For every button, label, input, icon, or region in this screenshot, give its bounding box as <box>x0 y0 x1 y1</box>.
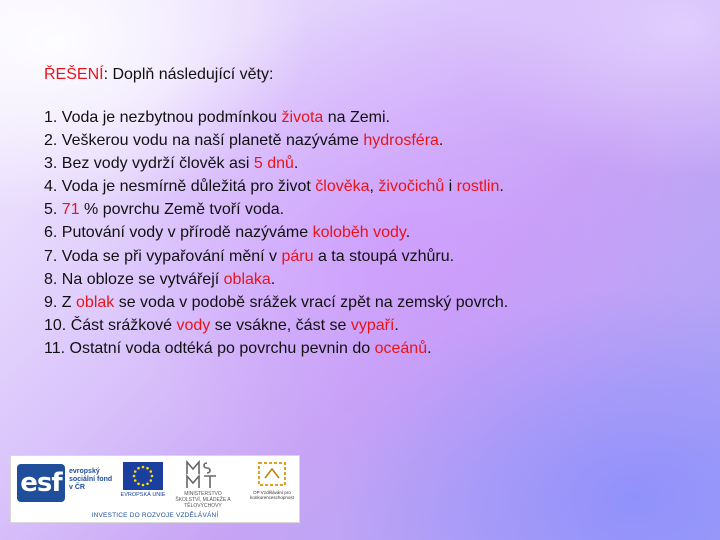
op-logo <box>249 460 295 504</box>
sentence-item <box>44 337 684 360</box>
answer-text: 71 <box>61 201 80 219</box>
heading-text: : Doplň následující věty: <box>103 66 274 83</box>
sentence-text: . <box>438 132 444 150</box>
sentence-list <box>44 106 684 360</box>
heading-highlight: ŘEŠENÍ <box>44 66 104 83</box>
sentence-item <box>44 245 684 268</box>
answer-text: živočichů <box>378 178 445 196</box>
sentence-text: % povrchu Země tvoří voda. <box>79 201 285 219</box>
sentence-text: 11. Ostatní voda odtéká po povrchu pevnin do <box>44 339 375 357</box>
sentence-text: 10. Část srážkové <box>44 316 177 334</box>
sentence-text: 9. Z <box>44 293 77 311</box>
sentence-text: 1. Voda je nezbytnou podmínkou <box>44 109 282 126</box>
answer-text: oblaka <box>223 270 271 288</box>
sentence-item <box>44 268 684 291</box>
sentence-item <box>44 175 684 198</box>
sentence-text: 3. Bez vody vydrží člověk asi <box>44 155 254 173</box>
answer-text: člověka <box>315 178 370 196</box>
sentence-text: . <box>293 155 299 173</box>
eu-caption: EVROPSKÁ UNIE <box>120 492 166 498</box>
sentence-text: . <box>427 339 432 357</box>
sentence-item <box>44 152 684 175</box>
sentence-item <box>44 198 684 221</box>
sentence-item <box>44 221 684 244</box>
sentence-text: . <box>499 178 504 196</box>
sentence-text: 8. Na obloze se vytvářejí <box>44 270 224 288</box>
sentence-item <box>44 291 684 314</box>
sentence-text: 7. Voda se při vypařování mění v <box>44 247 282 265</box>
msmt-logo <box>173 460 233 509</box>
sentence-text: 6. Putování vody v přírodě nazýváme <box>44 224 313 242</box>
sentence-text: . <box>394 316 399 334</box>
sentence-item <box>44 129 684 152</box>
sentence-item <box>44 106 684 129</box>
strip-caption: INVESTICE DO ROZVOJE VZDĚLÁVÁNÍ <box>91 512 219 519</box>
sentence-text: na Zemi. <box>323 109 390 126</box>
answer-text: oceánů <box>374 339 428 357</box>
answer-text: rostlin <box>456 178 500 196</box>
esf-logo <box>17 460 115 504</box>
answer-text: vypaří <box>350 316 395 334</box>
eu-logo <box>119 460 167 504</box>
sentence-text: . <box>405 224 411 242</box>
sentence-text: . <box>270 270 276 288</box>
sentence-text: a ta stoupá vzhůru. <box>313 247 455 265</box>
answer-text: 5 dnů <box>253 155 294 173</box>
eu-flag-icon <box>123 462 163 490</box>
sentence-text: se voda v podobě srážek vrací zpět na zemský povrch. <box>114 293 509 311</box>
sentence-text: i <box>444 178 457 196</box>
logo-strip <box>10 455 300 523</box>
esf-mark: esf <box>17 464 65 502</box>
answer-text: hydrosféra <box>363 132 439 150</box>
op-mark-icon <box>255 460 289 488</box>
sentence-text: 4. Voda je nesmírně důležitá pro život <box>44 178 316 196</box>
answer-text: vody <box>176 316 211 334</box>
op-caption: OP Vzdělávání pro konkurenceschopnost <box>250 490 294 500</box>
sentence-item <box>44 314 684 337</box>
slide-text <box>44 63 684 360</box>
answer-text: oblak <box>76 293 115 311</box>
answer-text: koloběh vody <box>312 224 406 242</box>
sentence-text: 2. Veškerou vodu na naší planetě nazýváme <box>44 132 364 150</box>
esf-caption: evropský sociální fond v ČR <box>69 468 113 491</box>
sentence-text: 5. <box>44 201 62 219</box>
slide-heading <box>44 63 684 87</box>
sentence-text: se vsákne, část se <box>210 316 351 334</box>
msmt-caption: MINISTERSTVO ŠKOLSTVÍ, MLÁDEŽE A TĚLOVÝCHOVY <box>175 491 231 509</box>
answer-text: páru <box>281 247 314 265</box>
sentence-text: , <box>369 178 379 196</box>
answer-text: života <box>281 109 324 126</box>
msmt-mark-icon <box>183 460 223 490</box>
